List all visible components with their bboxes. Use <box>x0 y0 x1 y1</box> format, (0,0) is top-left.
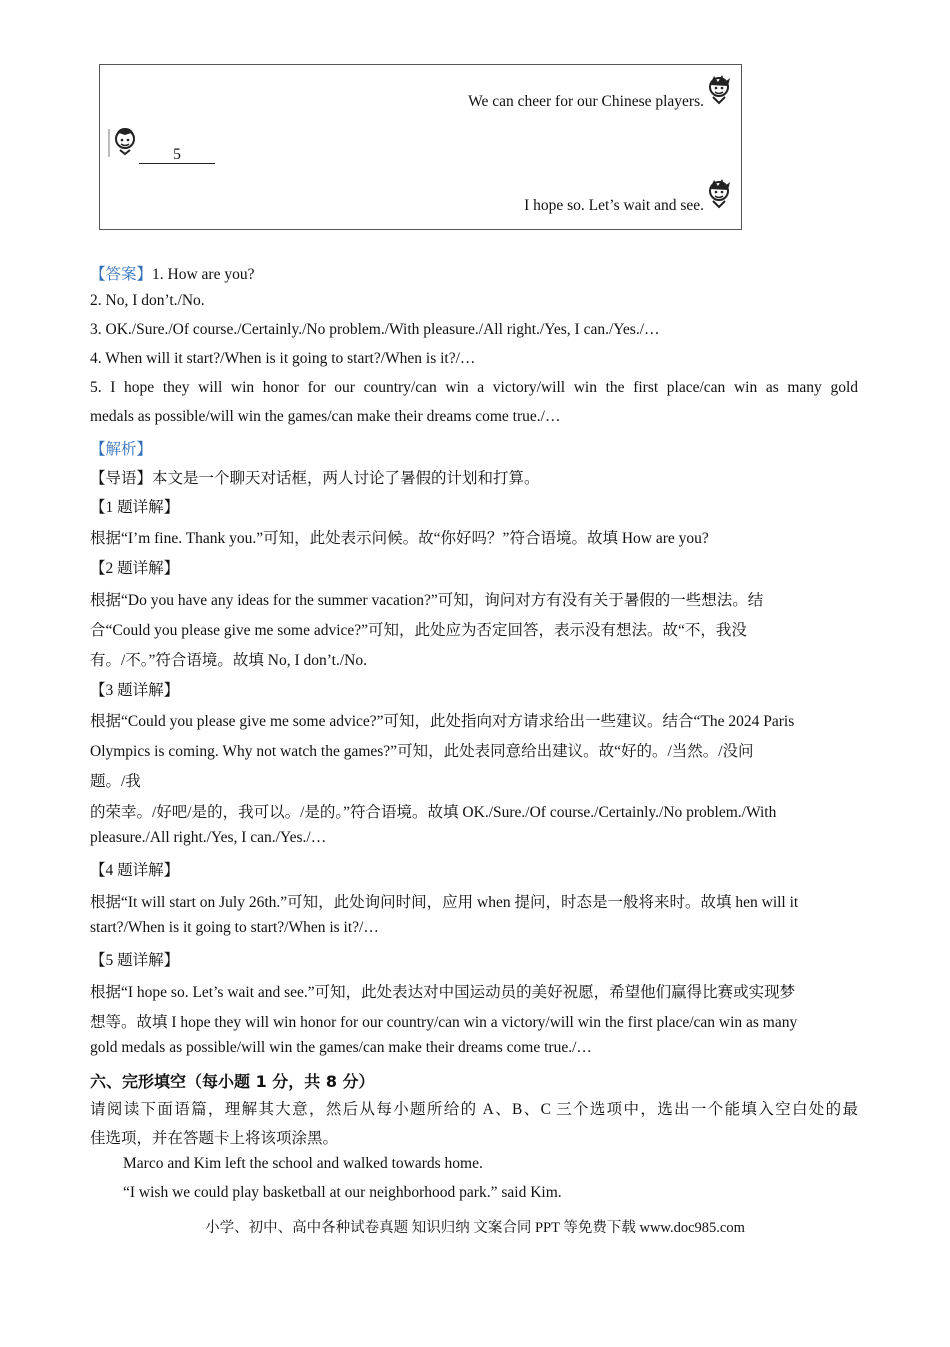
q2-explanation-line-2: 合“Could you please give me some advice?”可知，此处应为否定回答，表示没有想法。故“不，我没 <box>90 622 747 639</box>
dialogue-line-right-2: I hope so. Let’s wait and see. <box>524 197 704 214</box>
q2-explanation-line-3: 有。/不。”符合语境。故填 No, I don’t./No. <box>90 652 367 669</box>
analysis-tag: 【解析】 <box>90 441 153 458</box>
q1-heading: 【1 题详解】 <box>90 499 180 516</box>
page-footer: 小学、初中、高中各种试卷真题 知识归纳 文案合同 PPT 等免费下载 www.doc985.com <box>205 1220 745 1236</box>
q2-explanation-line-1: 根据“Do you have any ideas for the summer vacation?”可知，询问对方有没有关于暑假的一些想法。结 <box>90 592 764 609</box>
q1-explanation: 根据“I’m fine. Thank you.”可知，此处表示问候。故“你好吗？”符合语境。故填 How are you? <box>90 530 709 547</box>
dialogue-line-right-1: We can cheer for our Chinese players. <box>468 93 704 110</box>
answer-3: 3. OK./Sure./Of course./Certainly./No problem./With pleasure./All right./Yes, I can./Yes./… <box>90 321 660 338</box>
girl-avatar-icon <box>111 125 139 157</box>
q3-explanation-line-5: pleasure./All right./Yes, I can./Yes./… <box>90 829 327 846</box>
dialogue-box <box>99 64 742 230</box>
q3-explanation-line-3: 题。/我 <box>90 773 141 790</box>
answer-5-line-1: 5. I hope they will win honor for our country/can win a victory/will win the first place/can win as many gold <box>90 379 858 396</box>
q5-explanation-line-1: 根据“I hope so. Let’s wait and see.”可知，此处表达对中国运动员的美好祝愿，希望他们赢得比赛或实现梦 <box>90 984 796 1001</box>
passage-paragraph-2: “I wish we could play basketball at our neighborhood park.” said Kim. <box>123 1184 562 1201</box>
boy-avatar-icon <box>705 177 733 209</box>
answer-line-1 <box>90 262 254 284</box>
answer-2: 2. No, I don’t./No. <box>90 292 205 309</box>
q3-explanation-line-1: 根据“Could you please give me some advice?”可知，此处指向对方请求给出一些建议。结合“The 2024 Paris <box>90 713 795 730</box>
q4-explanation-line-2: start?/When is it going to start?/When is it?/… <box>90 919 379 936</box>
q5-explanation-line-3: gold medals as possible/will win the games/can make their dreams come true./… <box>90 1039 592 1056</box>
answer-5-line-2: medals as possible/will win the games/can make their dreams come true./… <box>90 408 561 425</box>
q5-explanation-line-2: 想等。故填 I hope they will win honor for our country/can win a victory/will win the first place/can win as many <box>90 1014 798 1031</box>
q5-heading: 【5 题详解】 <box>90 952 180 969</box>
avatar-divider <box>108 129 110 157</box>
passage-paragraph-1: Marco and Kim left the school and walked towards home. <box>123 1155 483 1172</box>
section-6-instruction-line-2: 佳选项，并在答题卡上将该项涂黑。 <box>90 1130 339 1147</box>
analysis-intro: 【导语】本文是一个聊天对话框，两人讨论了暑假的计划和打算。 <box>90 470 540 487</box>
q3-explanation-line-4: 的荣幸。/好吧/是的，我可以。/是的。”符合语境。故填 OK./Sure./Of course./Certainly./No problem./With <box>90 804 777 821</box>
section-6-instruction-line-1: 请阅读下面语篇，理解其大意，然后从每小题所给的 A、B、C 三个选项中，选出一个能填入空白处的最 <box>90 1101 858 1118</box>
boy-avatar-icon <box>705 73 733 105</box>
q3-heading: 【3 题详解】 <box>90 682 180 699</box>
answer-1: 1. How are you? <box>152 266 255 283</box>
answer-4: 4. When will it start?/When is it going to start?/When is it?/… <box>90 350 476 367</box>
q4-explanation-line-1: 根据“It will start on July 26th.”可知，此处询问时间，应用 when 提问，时态是一般将来时。故填 hen will it <box>90 894 799 911</box>
q2-heading: 【2 题详解】 <box>90 560 180 577</box>
answer-tag: 【答案】 <box>90 266 153 283</box>
q3-explanation-line-2: Olympics is coming. Why not watch the games?”可知，此处表同意给出建议。故“好的。/当然。/没问 <box>90 743 754 760</box>
q4-heading: 【4 题详解】 <box>90 862 180 879</box>
section-6-title: 六、完形填空（每小题 1 分，共 8 分） <box>90 1072 375 1091</box>
answer-blank-5: 5 <box>139 147 215 164</box>
